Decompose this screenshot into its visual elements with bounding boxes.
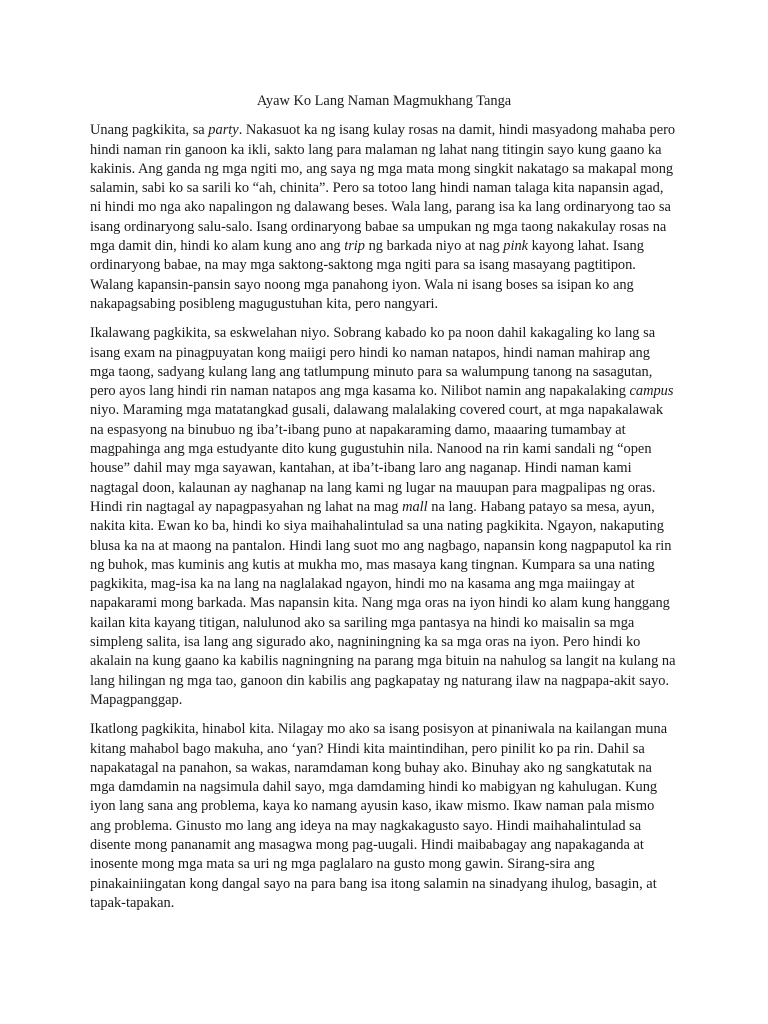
document-page <box>90 92 678 923</box>
document-body <box>90 121 678 913</box>
italic-text: mall <box>402 498 428 515</box>
text-run: . Nakasuot ka ng isang kulay rosas na damit, hindi masyadong mahaba pero hindi naman rin ganoon ka ikli, sakto lang para malaman ng lahat nang titingin sayo kung gaano ka kakinis. Ang ganda ng mga ngiti mo, ang saya ng mga mata mong singkit nakatago sa makapal mong salamin, sabi ko sa sarili ko “ah, chinita”. Pero sa totoo lang hindi naman talaga kita napansin agad, ni hindi mo nga ako napalingon ng dalawang beses. Wala lang, parang isa ka lang ordinaryong tao sa isang ordinaryong salu-salo. Isang ordinaryong babae sa umpukan ng mga taong nakakulay rosas na mga damit din, hindi ko alam kung ano ang <box>90 122 676 255</box>
italic-text: trip <box>344 238 365 255</box>
italic-text: party <box>208 122 239 139</box>
text-run: na lang. Habang patayo sa mesa, ayun, nakita kita. Ewan ko ba, hindi ko siya maihahalintulad sa una nating pagkikita. Ngayon, nakaputing blusa ka na at maong na pantalon. Hindi lang suot mo ang nagbago, napansin kong nagpaputol ka rin ng buhok, mas kuminis ang kutis at mukha mo, mas masaya kang tingnan. Kumpara sa una nating pagkikita, mag-isa ka na lang na naglalakad ngayon, hindi mo na kasama ang mga maiingay at napakarami mong barkada. Mas napansin kita. Nang mga oras na iyon hindi ko alam kung hanggang kailan kita kayang titigan, nalulunod ako sa sariling mga pantasya na hindi ko maisalin sa mga simpleng salita, isa lang ang sigurado ako, nagniningning ka sa mga oras na iyon. Pero hindi ko akalain na kung gaano ka kabilis nagningning na parang mga bituin na nahulog sa langit na kulang na lang hilingan ng mga tao, ganoon din kabilis ang pagkapatay ng naturang ilaw na nagpapa-akit sayo. Mapagpanggap. <box>90 498 676 708</box>
text-run: Unang pagkikita, sa <box>90 122 209 139</box>
italic-text: campus <box>629 383 674 400</box>
paragraph <box>90 121 678 314</box>
italic-text: pink <box>503 238 529 255</box>
text-run: ng barkada niyo at nag <box>365 238 504 255</box>
text-run: niyo. Maraming mga matatangkad gusali, dalawang malalaking covered court, at mga napakalawak na espasyong na binubuo ng iba’t-ibang puno at napakaraming damo, maaaring tumambay at magpahinga ang mga estudyante dito kung gugustuhin nila. Nanood na rin kami sandali ng “open house” dahil may mga sayawan, kantahan, at iba’t-ibang laro ang naganap. Hindi naman kami nagtagal doon, kalaunan ay naghanap na lang kami ng lugar na mauupan para magpalipas ng oras. Hindi rin nagtagal ay napagpasyahan ng lahat na mag <box>90 402 664 515</box>
text-run: Ikalawang pagkikita, sa eskwelahan niyo. Sobrang kabado ko pa noon dahil kakagaling ko lang sa isang exam na pinagpuyatan kong maiigi pero hindi ko naman natapos, hindi naman mahirap ang mga taong, sadyang kulang lang ang tatlumpung minuto para sa walumpung tanong na sasagutan, pero ayos lang hindi rin naman natapos ang mga kasama ko. Nilibot namin ang napakalaking <box>90 325 656 400</box>
text-run: kayong lahat. Isang ordinaryong babae, na may mga saktong-saktong mga ngiti para sa isang masayang pagtitipon. Walang kapansin-pansin sayo noong mga panahong iyon. Wala ni isang boses sa isipan ko ang nakapagsabing posibleng magugustuhan kita, pero nangyari. <box>90 238 644 312</box>
text-run: Ikatlong pagkikita, hinabol kita. Nilagay mo ako sa isang posisyon at pinaniwala na kailangan muna kitang mahabol bago makuha, ano ‘yan? Hindi kita maintindihan, pero pinilit ko pa rin. Dahil sa napakatagal na panahon, sa wakas, naramdaman kong buhay ako. Binuhay ako ng sangkatutak na mga damdamin na nagsimula dahil sayo, mga damdaming hindi ko mabigyan ng kahulugan. Kung iyon lang sana ang problema, kaya ko namang ayusin kaso, ikaw mismo. Ikaw naman pala mismo ang problema. Ginusto mo lang ang ideya na may nagkakagusto sayo. Hindi maihahalintulad sa disente mong pananamit ang masagwa mong pag-uugali. Hindi maibabagay ang napakaganda at inosente mong mga mata sa uri ng mga paglalaro na gusto mong gawin. Sirang-sira ang pinakainiingatan kong dangal sayo na para bang isa itong salamin na sinadyang ihulog, basagin, at tapak-tapakan. <box>90 721 668 911</box>
paragraph <box>90 324 678 710</box>
document-title: Ayaw Ko Lang Naman Magmukhang Tanga <box>256 93 512 109</box>
paragraph <box>90 720 678 913</box>
